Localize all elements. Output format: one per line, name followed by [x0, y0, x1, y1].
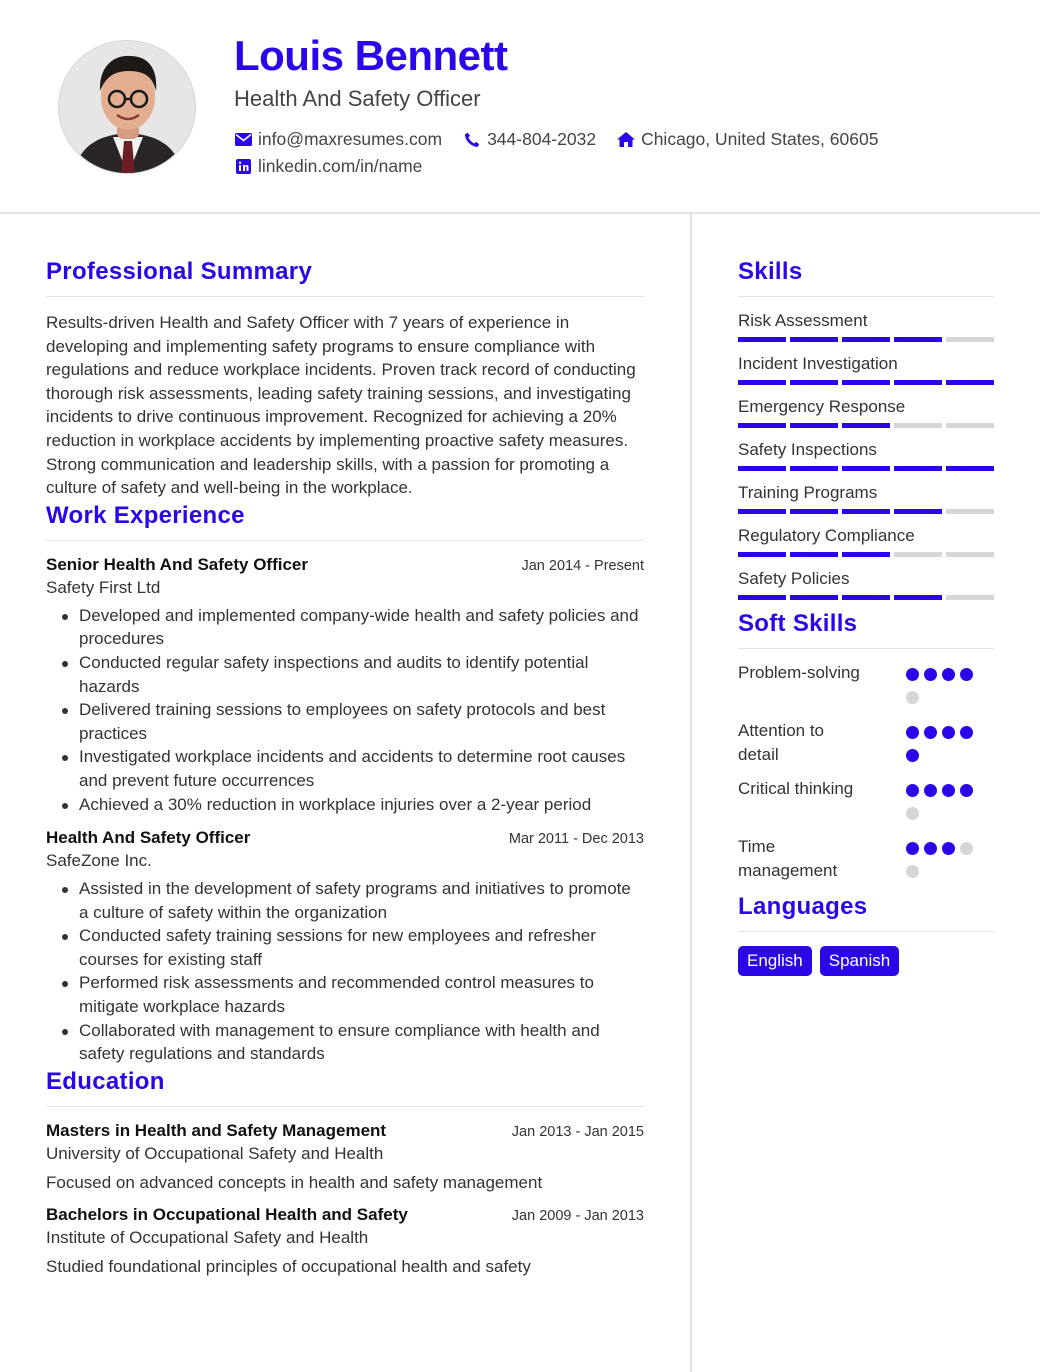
- skill-segment-filled: [842, 380, 890, 385]
- profile-photo: [58, 40, 196, 174]
- languages-section: [738, 893, 994, 976]
- rating-dot-filled: [942, 842, 955, 855]
- school-name: University of Occupational Safety and Health: [46, 1143, 384, 1163]
- education-date: Jan 2013 - Jan 2015: [511, 1123, 644, 1140]
- envelope-icon: [234, 131, 252, 149]
- skill-segment-empty: [946, 552, 994, 557]
- email-contact[interactable]: [234, 129, 442, 150]
- soft-skill-name: Critical thinking: [738, 779, 854, 798]
- side-column: [738, 258, 994, 976]
- skill-segment-filled: [790, 552, 838, 557]
- linkedin-contact[interactable]: [234, 156, 422, 177]
- job-date: Mar 2011 - Dec 2013: [508, 831, 644, 848]
- skill-segment-filled: [738, 423, 786, 428]
- rating-dot-filled: [906, 749, 919, 762]
- rating-dot-filled: [924, 842, 937, 855]
- skills-heading: Skills: [738, 258, 803, 285]
- skill-item: [738, 569, 994, 600]
- skill-item: [738, 311, 994, 342]
- skill-name: Safety Policies: [738, 569, 850, 588]
- skill-level-bar: [738, 466, 994, 471]
- soft-skill-item: [738, 719, 994, 772]
- rating-dot-empty: [906, 691, 919, 704]
- phone-contact[interactable]: [463, 129, 596, 150]
- email-text: info@maxresumes.com: [258, 129, 443, 149]
- soft-skill-name: Time management: [738, 837, 838, 880]
- skill-level-bar: [738, 509, 994, 514]
- skill-segment-filled: [790, 337, 838, 342]
- rating-dot-filled: [924, 726, 937, 739]
- rating-dot-filled: [942, 784, 955, 797]
- soft-skill-rating: [906, 777, 986, 830]
- job-company: Safety First Ltd: [46, 577, 161, 597]
- skill-segment-filled: [790, 595, 838, 600]
- soft-skill-rating: [906, 835, 986, 888]
- skill-segment-empty: [946, 337, 994, 342]
- skill-segment-filled: [790, 423, 838, 428]
- skill-segment-filled: [790, 466, 838, 471]
- rating-dot-filled: [906, 842, 919, 855]
- skill-segment-filled: [842, 552, 890, 557]
- summary-text: Results-driven Health and Safety Officer with 7 years of experience in developing and implementing safety programs to ensure compliance with regulations and reduce workplace incidents. Proven track record of conducting thorough risk assessments, leading safety training sessions, and investigating incidents to drive continuous improvement. Recognized for achieving a 20% reduction in workplace accidents by implementing proactive safety measures. Strong communication and leadership skills, with a passion for promoting a culture of safety and well-being in the workplace.: [46, 313, 636, 498]
- soft-skill-rating: [906, 719, 986, 772]
- skill-segment-filled: [738, 595, 786, 600]
- skill-segment-filled: [894, 595, 942, 600]
- linkedin-icon: [234, 158, 252, 176]
- skill-item: [738, 440, 994, 471]
- job-date: Jan 2014 - Present: [521, 557, 644, 574]
- phone-icon: [463, 131, 481, 149]
- soft-skill-item: [738, 777, 994, 830]
- languages-heading: Languages: [738, 893, 868, 920]
- job-entry: [46, 828, 644, 1066]
- skill-name: Regulatory Compliance: [738, 526, 915, 545]
- bullet-item: Performed risk assessments and recommended control measures to mitigate workplace hazards: [46, 971, 644, 1018]
- soft-skill-name: Problem-solving: [738, 663, 860, 682]
- soft-skill-item: [738, 835, 994, 888]
- degree-name: Masters in Health and Safety Management: [46, 1120, 387, 1140]
- degree-name: Bachelors in Occupational Health and Safety: [46, 1204, 408, 1224]
- column-divider: [690, 214, 692, 1372]
- job-bullets: [46, 604, 644, 816]
- skill-name: Emergency Response: [738, 397, 906, 416]
- rating-dot-empty: [906, 865, 919, 878]
- soft-skill-rating: [906, 661, 986, 714]
- job-entry: [46, 555, 644, 816]
- rating-dot-empty: [906, 807, 919, 820]
- skill-segment-filled: [842, 423, 890, 428]
- linkedin-text: linkedin.com/in/name: [258, 156, 423, 176]
- candidate-title: Health And Safety Officer: [234, 86, 481, 111]
- skill-name: Training Programs: [738, 483, 878, 502]
- rating-dot-empty: [960, 842, 973, 855]
- rating-dot-filled: [906, 726, 919, 739]
- skill-segment-filled: [894, 509, 942, 514]
- skill-segment-filled: [738, 380, 786, 385]
- section-rule: [738, 648, 994, 649]
- skill-segment-empty: [946, 423, 994, 428]
- skill-level-bar: [738, 595, 994, 600]
- education-description: Focused on advanced concepts in health and safety management: [46, 1172, 543, 1192]
- location-text: Chicago, United States, 60605: [641, 129, 879, 149]
- skill-segment-filled: [738, 337, 786, 342]
- skill-segment-filled: [790, 509, 838, 514]
- soft-skill-item: [738, 661, 994, 714]
- language-badge: English: [738, 946, 812, 976]
- skill-level-bar: [738, 380, 994, 385]
- soft-skills-list: [738, 661, 994, 888]
- location-contact: [617, 129, 878, 150]
- rating-dot-filled: [960, 668, 973, 681]
- skill-segment-filled: [894, 466, 942, 471]
- rating-dot-filled: [924, 784, 937, 797]
- skill-segment-empty: [946, 595, 994, 600]
- bullet-item: Conducted safety training sessions for new employees and refresher courses for existing staff: [46, 924, 644, 971]
- rating-dot-filled: [960, 726, 973, 739]
- skill-segment-filled: [894, 337, 942, 342]
- skill-level-bar: [738, 337, 994, 342]
- section-rule: [46, 540, 644, 541]
- soft-skill-name: Attention to detail: [738, 721, 825, 764]
- bullet-item: Conducted regular safety inspections and audits to identify potential hazards: [46, 651, 644, 698]
- skill-item: [738, 354, 994, 385]
- soft-skills-section: [738, 610, 994, 888]
- skill-segment-filled: [790, 380, 838, 385]
- education-heading: Education: [46, 1067, 165, 1095]
- skill-item: [738, 526, 994, 557]
- skill-segment-filled: [946, 380, 994, 385]
- soft-skills-heading: Soft Skills: [738, 610, 858, 637]
- rating-dot-filled: [942, 726, 955, 739]
- experience-section: [46, 502, 644, 1066]
- skill-segment-empty: [946, 509, 994, 514]
- languages-list: [738, 946, 994, 976]
- resume-header: [0, 0, 1040, 214]
- skill-name: Incident Investigation: [738, 354, 898, 373]
- skill-level-bar: [738, 423, 994, 428]
- skill-segment-filled: [842, 466, 890, 471]
- rating-dot-filled: [942, 668, 955, 681]
- skill-item: [738, 397, 994, 428]
- rating-dot-filled: [924, 668, 937, 681]
- home-icon: [617, 131, 635, 149]
- education-date: Jan 2009 - Jan 2013: [511, 1207, 644, 1224]
- language-badge: Spanish: [820, 946, 899, 976]
- phone-text: 344-804-2032: [487, 129, 597, 149]
- bullet-item: Developed and implemented company-wide health and safety policies and procedures: [46, 604, 644, 651]
- skill-segment-empty: [894, 552, 942, 557]
- section-rule: [738, 931, 994, 932]
- skill-name: Risk Assessment: [738, 311, 868, 330]
- education-entry: [46, 1121, 644, 1193]
- section-rule: [738, 296, 994, 297]
- skill-name: Safety Inspections: [738, 440, 877, 459]
- bullet-item: Investigated workplace incidents and accidents to determine root causes and prevent future occurrences: [46, 745, 644, 792]
- bullet-item: Collaborated with management to ensure compliance with health and safety regulations and standards: [46, 1019, 644, 1066]
- contact-row-secondary: [234, 156, 443, 177]
- skill-segment-filled: [842, 595, 890, 600]
- skill-segment-filled: [738, 509, 786, 514]
- skills-list: [738, 311, 994, 600]
- section-rule: [46, 296, 644, 297]
- job-company: SafeZone Inc.: [46, 851, 152, 871]
- candidate-name: Louis Bennett: [234, 32, 508, 79]
- job-role: Health And Safety Officer: [46, 828, 251, 848]
- skill-segment-filled: [842, 337, 890, 342]
- skill-item: [738, 483, 994, 514]
- bullet-item: Delivered training sessions to employees on safety protocols and best practices: [46, 698, 644, 745]
- rating-dot-filled: [906, 784, 919, 797]
- section-rule: [46, 1106, 644, 1107]
- job-role: Senior Health And Safety Officer: [46, 554, 308, 574]
- job-bullets: [46, 877, 644, 1066]
- contact-row: [234, 129, 899, 150]
- skills-section: [738, 258, 994, 600]
- summary-section: [46, 258, 644, 500]
- bullet-item: Achieved a 30% reduction in workplace injuries over a 2-year period: [46, 793, 644, 817]
- education-section: [46, 1068, 644, 1277]
- main-column: [46, 258, 644, 1277]
- rating-dot-filled: [906, 668, 919, 681]
- skill-segment-empty: [894, 423, 942, 428]
- school-name: Institute of Occupational Safety and Health: [46, 1227, 369, 1247]
- skill-segment-filled: [738, 552, 786, 557]
- skill-segment-filled: [946, 466, 994, 471]
- education-entry: [46, 1205, 644, 1277]
- rating-dot-filled: [960, 784, 973, 797]
- skill-level-bar: [738, 552, 994, 557]
- experience-heading: Work Experience: [46, 501, 245, 529]
- skill-segment-filled: [842, 509, 890, 514]
- skill-segment-filled: [894, 380, 942, 385]
- bullet-item: Assisted in the development of safety programs and initiatives to promote a culture of safety within the organization: [46, 877, 644, 924]
- skill-segment-filled: [738, 466, 786, 471]
- summary-heading: Professional Summary: [46, 258, 313, 285]
- education-description: Studied foundational principles of occupational health and safety: [46, 1256, 531, 1276]
